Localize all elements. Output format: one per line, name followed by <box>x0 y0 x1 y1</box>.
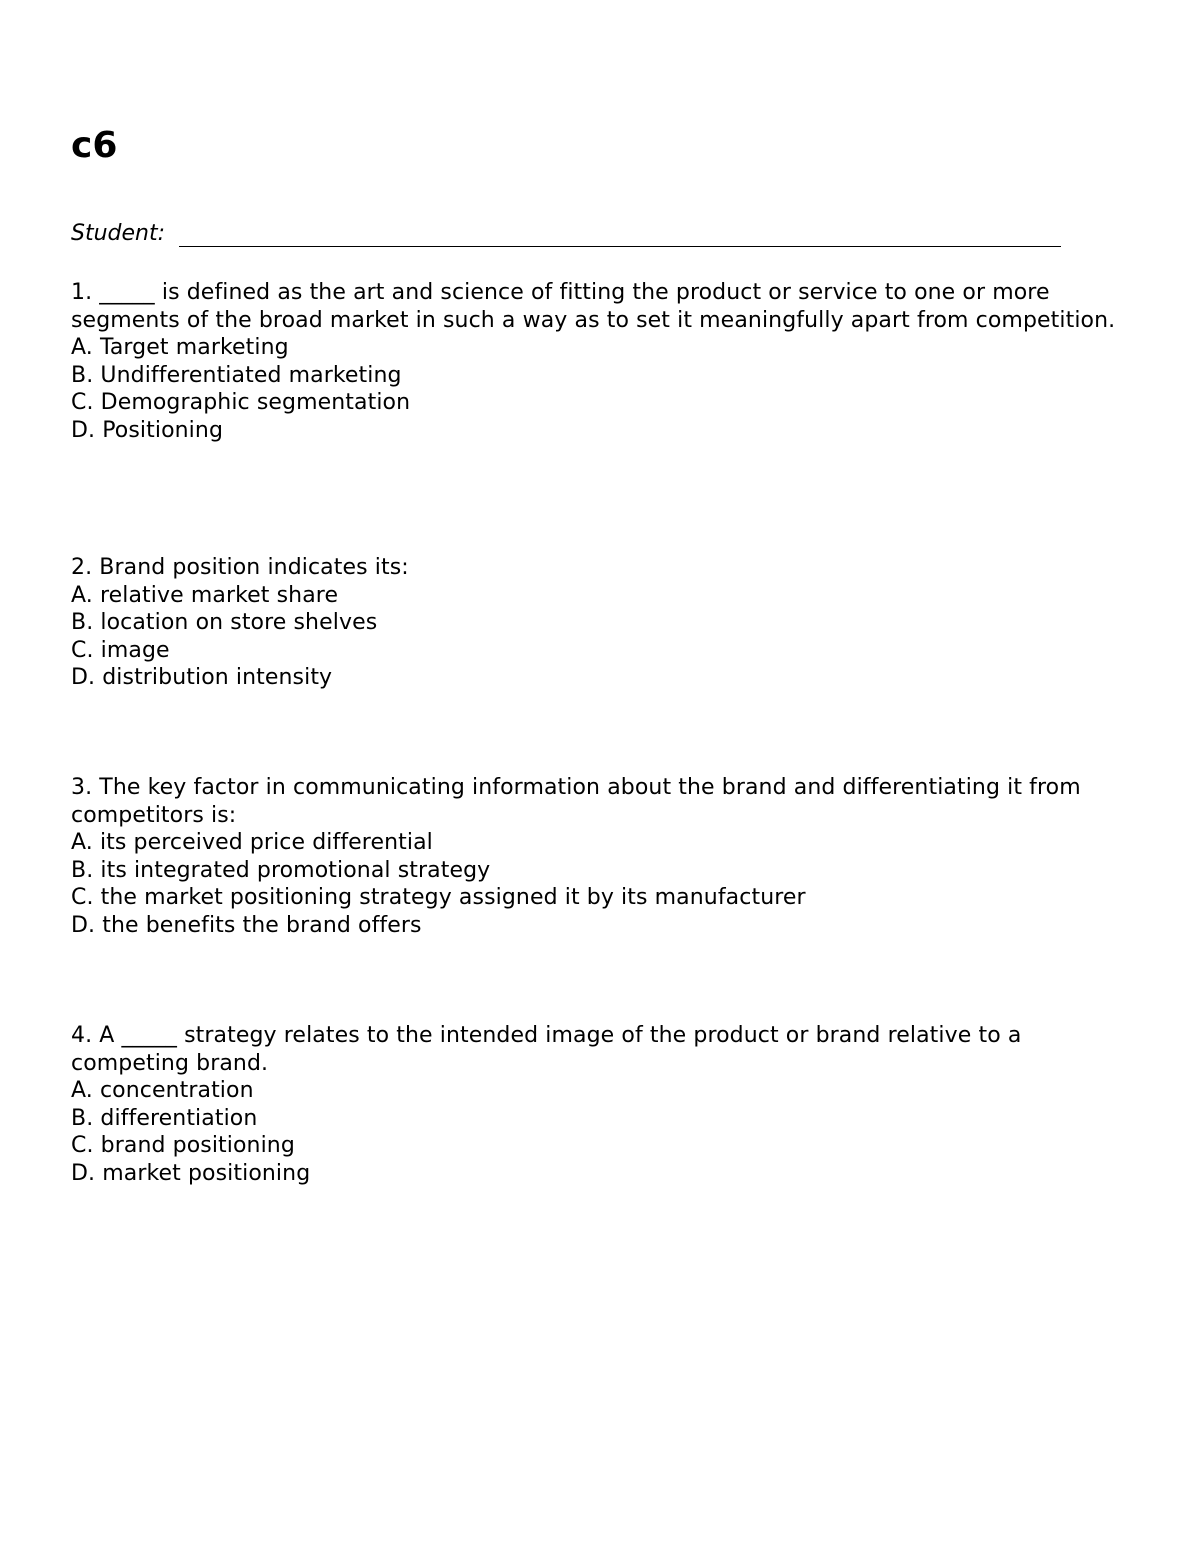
question-stem: 2. Brand position indicates its: <box>71 555 409 580</box>
question-1 <box>71 279 1131 444</box>
answer-option-d: D. the benefits the brand offers <box>71 912 422 938</box>
answer-option-a: A. its perceived price differential <box>71 830 433 855</box>
answer-option-c: C. the market positioning strategy assigned it by its manufacturer <box>71 885 806 910</box>
answer-option-a: A. relative market share <box>71 582 339 608</box>
answer-option-a: A. concentration <box>71 1078 254 1103</box>
question-stem: 1. _____ is defined as the art and science of fitting the product or service to one or more segments of the broad market in such a way as to set it meaningfully apart from competition. <box>71 280 1116 333</box>
question-stem: 4. A _____ strategy relates to the intended image of the product or brand relative to a competing brand. <box>71 1023 1022 1076</box>
answer-option-d: D. market positioning <box>71 1160 311 1186</box>
question-2 <box>71 554 1131 692</box>
student-label: Student: <box>71 221 166 246</box>
answer-option-c: C. Demographic segmentation <box>71 390 411 415</box>
question-stem: 3. The key factor in communicating information about the brand and differentiating it from competitors is: <box>71 775 1081 828</box>
answer-option-c: C. brand positioning <box>71 1133 295 1158</box>
student-name-line <box>71 220 1071 250</box>
question-3 <box>71 774 1131 939</box>
answer-option-a: A. Target marketing <box>71 335 289 360</box>
student-name-blank <box>179 246 1061 247</box>
answer-option-b: B. location on store shelves <box>71 610 378 635</box>
answer-option-c: C. image <box>71 637 170 663</box>
answer-option-b: B. Undifferentiated marketing <box>71 362 402 388</box>
question-4 <box>71 1022 1131 1187</box>
answer-option-d: D. Positioning <box>71 417 224 443</box>
document-title: c6 <box>71 125 118 166</box>
answer-option-b: B. its integrated promotional strategy <box>71 857 491 883</box>
answer-option-d: D. distribution intensity <box>71 665 333 690</box>
answer-option-b: B. differentiation <box>71 1105 258 1131</box>
